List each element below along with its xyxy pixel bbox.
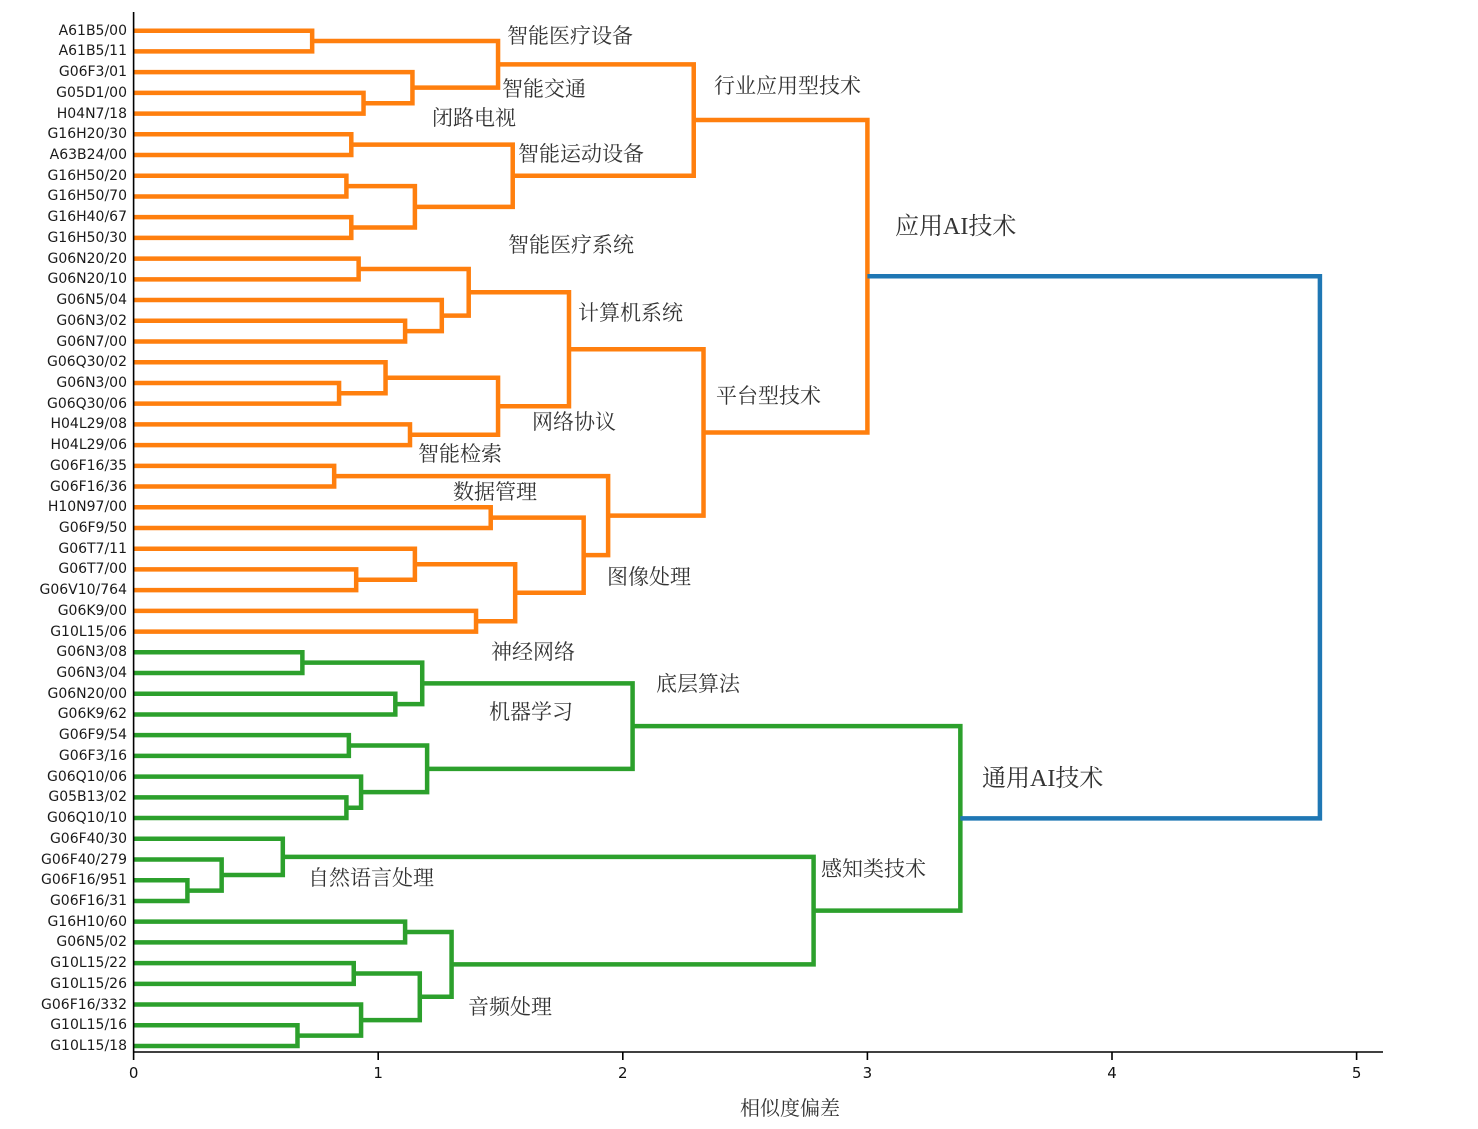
leaf-label: G06F3/16 (58, 747, 127, 764)
dendrogram-link (134, 176, 347, 197)
cluster-annotation: 平台型技术 (716, 384, 821, 408)
dendrogram-link (351, 145, 512, 207)
cluster-annotation: 闭路电视 (432, 106, 516, 130)
leaf-label: G06N20/10 (47, 271, 127, 288)
cluster-annotation: 智能运动设备 (518, 142, 644, 166)
dendrogram-link (134, 31, 313, 52)
leaf-label: G06F40/279 (41, 851, 127, 868)
x-tick-label: 2 (618, 1064, 628, 1082)
dendrogram-link (134, 1025, 298, 1046)
cluster-annotation: 智能医疗系统 (508, 233, 634, 257)
dendrogram-link (134, 466, 335, 487)
dendrogram-link (359, 269, 469, 316)
dendrogram-link (469, 292, 569, 406)
dendrogram-link (346, 186, 414, 227)
dendrogram-link (134, 735, 349, 756)
dendrogram-link (134, 611, 476, 632)
leaf-label: G05D1/00 (56, 84, 127, 101)
x-axis-title: 相似度偏差 (740, 1098, 840, 1120)
dendrogram-link (354, 973, 420, 1020)
leaf-label: G10L15/16 (50, 1017, 127, 1034)
dendrogram-link (405, 932, 451, 997)
leaf-label: G06K9/00 (57, 602, 127, 619)
dendrogram-link (134, 777, 361, 808)
cluster-annotation: 机器学习 (489, 700, 573, 724)
leaf-label: G06F16/332 (41, 996, 127, 1013)
leaf-label: G06N20/00 (47, 685, 127, 702)
leaf-label: A61B5/00 (58, 22, 127, 39)
cluster-annotation: 应用AI技术 (895, 214, 1017, 240)
dendrogram-link (134, 259, 359, 280)
leaf-label: G06N3/00 (56, 374, 127, 391)
leaf-label: G06F9/50 (58, 519, 127, 536)
leaf-label: G06N3/08 (56, 644, 127, 661)
dendrogram-link (134, 922, 406, 943)
dendrogram-link (134, 217, 352, 238)
dendrogram-link (134, 362, 386, 393)
cluster-annotation: 智能交通 (502, 77, 586, 101)
x-tick-label: 4 (1107, 1064, 1117, 1082)
dendrogram-link (134, 860, 222, 891)
leaf-label: G16H50/70 (47, 188, 127, 205)
leaf-label: G06T7/11 (58, 540, 127, 557)
leaf-label: G10L15/18 (50, 1037, 127, 1054)
dendrogram-link (134, 93, 364, 114)
cluster-annotation: 网络协议 (532, 410, 616, 434)
leaf-label: G06T7/00 (58, 561, 127, 578)
x-tick-label: 5 (1351, 1064, 1362, 1082)
dendrogram-link (312, 41, 498, 88)
dendrogram-link (867, 276, 1320, 818)
leaf-label: A63B24/00 (49, 147, 127, 164)
leaf-label: G06F9/54 (58, 727, 127, 744)
leaf-label: H04L29/06 (50, 437, 127, 454)
dendrogram-link (134, 424, 410, 445)
cluster-annotation: 音频处理 (468, 995, 552, 1019)
leaf-label: G06F3/01 (58, 64, 127, 81)
leaf-label: G06N20/20 (47, 250, 127, 267)
dendrogram-link (134, 134, 352, 155)
dendrogram-link (134, 300, 442, 331)
cluster-annotation: 图像处理 (607, 565, 691, 589)
leaf-label: G06Q10/10 (46, 810, 127, 827)
dendrogram-link (134, 549, 415, 580)
leaf-label: G06Q30/06 (46, 395, 127, 412)
leaf-label: G16H50/30 (47, 229, 127, 246)
leaf-label: G06K9/62 (57, 706, 127, 723)
leaf-label: G06N5/04 (56, 292, 127, 309)
dendrogram-link (134, 797, 347, 818)
leaf-label: G06F16/35 (49, 457, 127, 474)
leaf-label: G05B13/02 (48, 789, 127, 806)
leaf-label: G10L15/22 (50, 955, 127, 972)
leaf-label: G16H10/60 (47, 913, 127, 930)
cluster-annotation: 神经网络 (491, 640, 575, 664)
leaf-label: G06Q10/06 (46, 768, 127, 785)
leaf-label: A61B5/11 (58, 43, 127, 60)
leaf-label: G06F40/30 (49, 830, 127, 847)
leaf-label: G06N5/02 (56, 934, 127, 951)
leaf-label: G06Q30/02 (46, 354, 127, 371)
dendrogram-link (134, 507, 491, 528)
leaf-label: G06N3/04 (56, 665, 127, 682)
leaf-label: G06V10/764 (39, 582, 127, 599)
leaf-label: G06F16/36 (49, 478, 127, 495)
leaf-label: G10L15/06 (50, 623, 127, 640)
dendrogram-link (302, 663, 422, 704)
x-tick-label: 3 (862, 1064, 873, 1082)
leaf-label: G06F16/31 (49, 892, 127, 909)
x-tick-label: 0 (128, 1064, 139, 1082)
dendrogram-link (134, 839, 283, 875)
leaf-label: G06F16/951 (41, 872, 127, 889)
dendrogram-link (134, 569, 357, 590)
dendrogram-link (134, 321, 406, 342)
leaf-label: G06N3/02 (56, 312, 127, 329)
x-tick-label: 1 (373, 1064, 383, 1082)
cluster-annotation: 行业应用型技术 (714, 74, 861, 98)
dendrogram-link (134, 1005, 361, 1036)
dendrogram-link (134, 383, 339, 404)
dendrogram-link (134, 652, 303, 673)
dendrogram-link (134, 880, 188, 901)
cluster-annotation: 智能检索 (418, 442, 502, 466)
cluster-annotation: 通用AI技术 (982, 766, 1104, 792)
cluster-annotation: 自然语言处理 (308, 866, 434, 890)
cluster-annotation: 计算机系统 (578, 301, 683, 325)
leaf-label: G16H20/30 (47, 126, 127, 143)
dendrogram-link (134, 72, 413, 103)
cluster-annotation: 智能医疗设备 (507, 24, 633, 48)
leaf-label: G16H50/20 (47, 167, 127, 184)
dendrogram-link (134, 963, 354, 984)
leaf-label: G06N7/00 (56, 333, 127, 350)
leaf-label: G10L15/26 (50, 975, 127, 992)
leaf-label: H04N7/18 (56, 105, 127, 122)
cluster-annotation: 底层算法 (656, 672, 740, 696)
cluster-annotation: 数据管理 (453, 480, 537, 504)
leaf-label: H04L29/08 (50, 416, 127, 433)
cluster-annotation: 感知类技术 (821, 857, 926, 881)
leaf-label: H10N97/00 (47, 499, 127, 516)
leaf-label: G16H40/67 (47, 209, 127, 226)
dendrogram-link (491, 518, 584, 593)
dendrogram-link (134, 694, 396, 715)
